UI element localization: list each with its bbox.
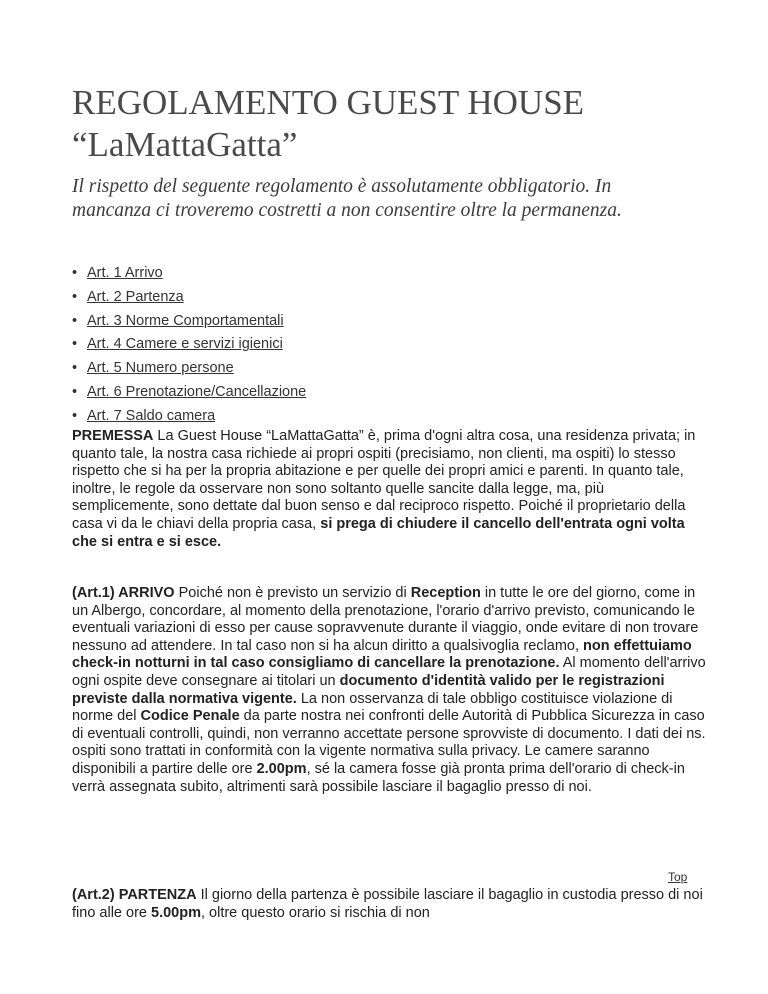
top-link[interactable]: Top — [668, 870, 688, 884]
article-1-text: La non osservanza di tale obbligo costituisce violazione di norme del — [72, 690, 673, 725]
article-1-text: , sé la camera fosse già pronta prima dell'orario di check-in verrà assegnata subito, altrimenti sarà possibile lasciare il bagaglio presso di noi. — [72, 760, 685, 795]
article-1-bold: documento d'identità valido per le registrazioni previste dalla normativa vigente. — [72, 672, 665, 707]
page-title — [72, 82, 712, 166]
toc-item — [72, 333, 306, 357]
premessa-heading: PREMESSA — [72, 428, 154, 444]
bullet-icon: • — [72, 360, 78, 377]
toc-item — [72, 262, 306, 286]
article-2-text: Il giorno della partenza è possibile lasciare il bagaglio in custodia presso di noi fino alle ore — [72, 887, 703, 921]
article-1-heading: (Art.1) ARRIVO — [72, 585, 175, 601]
table-of-contents — [72, 262, 306, 429]
article-1-text: da parte nostra nei confronti delle Autorità di Pubblica Sicurezza in caso di eventuali controlli, quindi, non verranno accettate persone sprovviste di documento. I dati dei ns. ospiti sono trattati in conformità con la vigente normativa sulla privacy. Le camere saranno disponibili a partire delle ore — [72, 708, 706, 777]
article-1-text: in tutte le ore del giorno, come in un Albergo, concordare, al momento della prenotazione, l'orario d'arrivo previsto, comunicando le eventuali variazioni di esso per cause sopravvenute durante il viaggio, onde evitare di non trovare nessuno ad attendere. In tal caso non si ha alcun diritto a qualsivoglia reclamo, — [72, 585, 699, 654]
bullet-icon: • — [72, 383, 78, 400]
article-2-bold: 5.00pm — [151, 904, 201, 921]
toc-link-art-4[interactable]: Art. 4 Camere e servizi igienici — [87, 336, 283, 353]
toc-link-art-6[interactable]: Art. 6 Prenotazione/Cancellazione — [87, 383, 307, 400]
article-1-bold: 2.00pm — [256, 760, 307, 777]
bullet-icon: • — [72, 407, 78, 424]
toc-link-art-1[interactable]: Art. 1 Arrivo — [87, 265, 163, 281]
article-1-bold: Reception — [410, 585, 481, 601]
toc-link-art-7[interactable]: Art. 7 Saldo camera — [87, 407, 216, 424]
toc-item — [72, 357, 306, 381]
article-1-text: Al momento dell'arrivo ogni ospite deve consegnare ai titolari un — [72, 655, 706, 689]
article-2-text: , oltre questo orario si rischia di non — [200, 904, 430, 921]
toc-item — [72, 405, 306, 429]
toc-item — [72, 310, 306, 334]
toc-link-art-5[interactable]: Art. 5 Numero persone — [87, 360, 234, 377]
toc-item — [72, 286, 306, 310]
premessa-paragraph — [72, 428, 706, 551]
article-1-paragraph — [72, 585, 706, 796]
bullet-icon: • — [72, 312, 78, 329]
article-1-text: Poiché non è previsto un servizio di — [174, 585, 411, 601]
premessa-bold-note: si prega di chiudere il cancello dell'entrata ogni volta che si entra e si esce. — [72, 515, 685, 550]
title-line-1: REGOLAMENTO GUEST HOUSE — [72, 83, 585, 122]
article-1-bold: Codice Penale — [140, 708, 240, 725]
toc-item — [72, 381, 306, 405]
premessa-text: La Guest House “LaMattaGatta” è, prima d'ogni altra cosa, una residenza privata; in quanto tale, la nostra casa richiede ai propri ospiti (precisiamo, non clienti, ma ospiti) lo stesso rispetto che si ha per la propria abitazione e per quelle dei propri amici e parenti. In quanto tale, inoltre, le regole da osservare non sono soltanto quelle sancite dalla legge, ma, più semplicemente, sono dettate dal buon senso e dal reciproco rispetto. Poiché il proprietario della casa vi da le chiavi della propria casa, — [72, 428, 696, 532]
article-1-bold: non effettuiamo check-in notturni in tal caso consigliamo di cancellare la prenotazione. — [72, 637, 692, 672]
article-2-paragraph — [72, 887, 706, 922]
toc-link-art-3[interactable]: Art. 3 Norme Comportamentali — [87, 312, 284, 329]
article-2-heading: (Art.2) PARTENZA — [72, 887, 197, 903]
toc-link-art-2[interactable]: Art. 2 Partenza — [87, 288, 184, 305]
bullet-icon: • — [72, 336, 78, 353]
title-line-2: “LaMattaGatta” — [72, 125, 298, 164]
bullet-icon: • — [72, 265, 78, 281]
page-subtitle: Il rispetto del seguente regolamento è assolutamente obbligatorio. In mancanza ci troveremo costretti a non consentire oltre la permanenza. — [72, 176, 622, 221]
bullet-icon: • — [72, 288, 78, 305]
